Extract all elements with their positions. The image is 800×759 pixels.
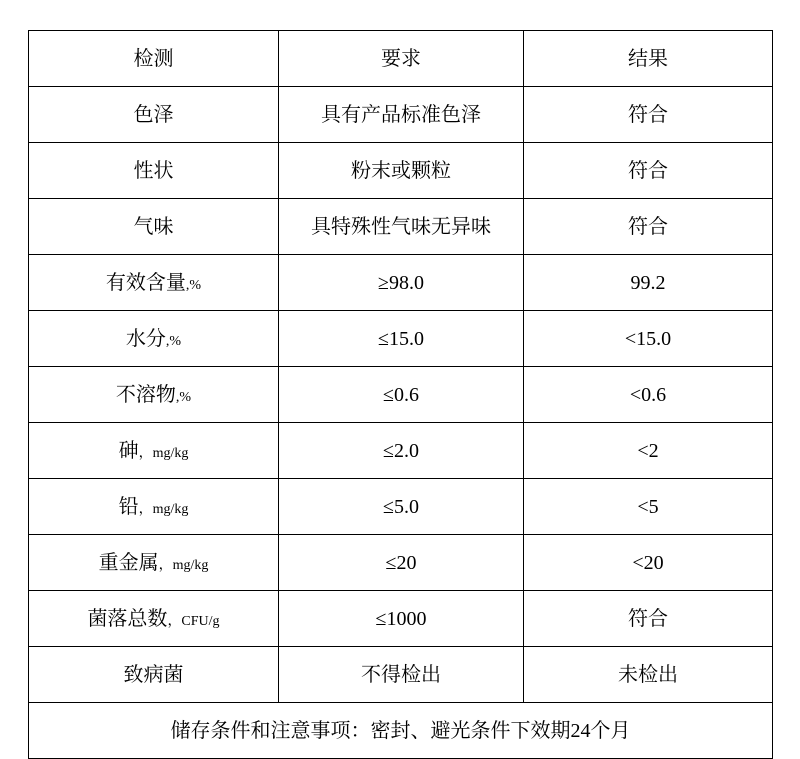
- row-name: [29, 311, 279, 367]
- storage-note-text: 储存条件和注意事项：密封、避光条件下效期24个月: [170, 719, 631, 742]
- table-header-row: [29, 31, 773, 87]
- row-name-unit: ，mg/kg: [158, 557, 209, 573]
- row-name: [29, 591, 279, 647]
- table-row: [29, 367, 773, 423]
- table-row: [29, 535, 773, 591]
- specification-table: [28, 30, 773, 759]
- row-name-text: 色泽: [133, 103, 174, 126]
- row-result: <20: [524, 535, 773, 591]
- table-row: [29, 311, 773, 367]
- column-header-test: 检测: [29, 31, 279, 87]
- row-result: 99.2: [524, 255, 773, 311]
- storage-note-row: [29, 703, 773, 759]
- row-result: 符合: [524, 199, 773, 255]
- row-name-text: 致病菌: [123, 663, 184, 686]
- row-requirement: ≤5.0: [279, 479, 524, 535]
- storage-note-cell: [29, 703, 773, 759]
- table-row: [29, 591, 773, 647]
- row-requirement: 具特殊性气味无异味: [279, 199, 524, 255]
- row-name-text: 菌落总数: [87, 607, 168, 630]
- row-name-text: 性状: [133, 159, 174, 182]
- row-result: 符合: [524, 143, 773, 199]
- table-row: [29, 647, 773, 703]
- row-requirement: 不得检出: [279, 647, 524, 703]
- row-name: [29, 199, 279, 255]
- row-name-unit: ，mg/kg: [138, 445, 189, 461]
- row-result: <2: [524, 423, 773, 479]
- spec-table-container: [28, 30, 772, 759]
- row-requirement: ≤0.6: [279, 367, 524, 423]
- row-name-text: 有效含量: [105, 271, 186, 294]
- column-header-result: 结果: [524, 31, 773, 87]
- row-name: [29, 647, 279, 703]
- row-name-unit: ,%: [165, 333, 182, 349]
- row-name-text: 铅: [118, 495, 139, 518]
- table-row: [29, 87, 773, 143]
- table-row: [29, 199, 773, 255]
- row-requirement: ≤20: [279, 535, 524, 591]
- row-result: 符合: [524, 87, 773, 143]
- row-name-unit: ，mg/kg: [138, 501, 189, 517]
- row-result: <15.0: [524, 311, 773, 367]
- table-row: [29, 255, 773, 311]
- row-result: 未检出: [524, 647, 773, 703]
- row-name-text: 重金属: [98, 551, 159, 574]
- row-result: <5: [524, 479, 773, 535]
- row-name: [29, 423, 279, 479]
- row-result: 符合: [524, 591, 773, 647]
- row-name: [29, 255, 279, 311]
- row-requirement: 粉末或颗粒: [279, 143, 524, 199]
- row-name-text: 砷: [118, 439, 139, 462]
- row-name: [29, 367, 279, 423]
- row-result: <0.6: [524, 367, 773, 423]
- row-requirement: ≤15.0: [279, 311, 524, 367]
- column-header-requirement: 要求: [279, 31, 524, 87]
- row-requirement: ≤2.0: [279, 423, 524, 479]
- row-requirement: ≥98.0: [279, 255, 524, 311]
- row-name: [29, 479, 279, 535]
- row-name: [29, 535, 279, 591]
- row-name: [29, 87, 279, 143]
- row-name: [29, 143, 279, 199]
- table-row: [29, 423, 773, 479]
- row-name-unit: ,%: [185, 277, 202, 293]
- table-row: [29, 479, 773, 535]
- row-name-unit: ，CFU/g: [167, 613, 220, 629]
- row-name-text: 不溶物: [115, 383, 176, 406]
- table-row: [29, 143, 773, 199]
- row-requirement: 具有产品标准色泽: [279, 87, 524, 143]
- row-name-unit: ,%: [175, 389, 192, 405]
- row-name-text: 水分: [125, 327, 166, 350]
- row-requirement: ≤1000: [279, 591, 524, 647]
- row-name-text: 气味: [133, 215, 174, 238]
